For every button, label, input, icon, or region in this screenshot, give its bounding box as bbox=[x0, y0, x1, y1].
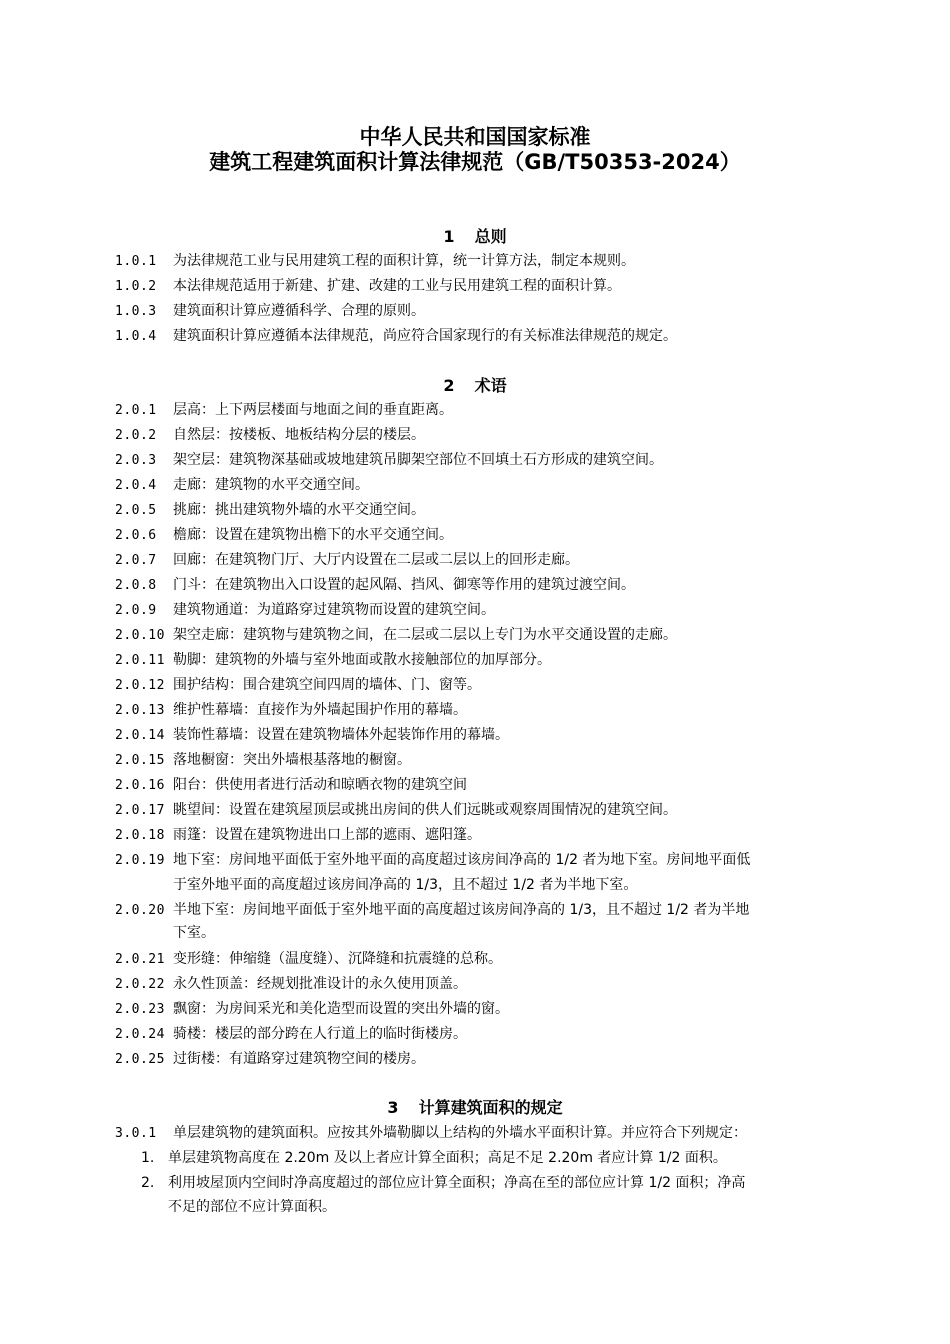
clause-text: 飘窗：为房间采光和美化造型而设置的突出外墙的窗。 bbox=[173, 1001, 509, 1017]
clause-code: 2.0.24 bbox=[115, 1027, 165, 1042]
list-item-text: 利用坡屋顶内空间时净高度超过的部位应计算全面积；净高在至的部位应计算 1/2 面积；净高 bbox=[168, 1175, 746, 1191]
clause-text: 装饰性幕墙：设置在建筑物墙体外起装饰作用的幕墙。 bbox=[173, 727, 509, 743]
clause-code: 2.0.5 bbox=[115, 503, 157, 518]
clause-code: 2.0.23 bbox=[115, 1002, 165, 1017]
clause-code: 2.0.16 bbox=[115, 778, 165, 793]
list-item-number: 1. bbox=[141, 1150, 155, 1166]
clause-text: 变形缝：伸缩缝（温度缝）、沉降缝和抗震缝的总称。 bbox=[173, 951, 502, 967]
document-title-line1: 中华人民共和国国家标准 bbox=[359, 125, 591, 149]
clause-code: 2.0.6 bbox=[115, 528, 157, 543]
clause-code: 2.0.3 bbox=[115, 453, 157, 468]
clause-code: 2.0.13 bbox=[115, 703, 165, 718]
clause-text: 单层建筑物的建筑面积。应按其外墙勒脚以上结构的外墙水平面积计算。并应符合下列规定： bbox=[173, 1125, 747, 1141]
clause-code: 2.0.18 bbox=[115, 828, 165, 843]
clause-text: 层高：上下两层楼面与地面之间的垂直距离。 bbox=[173, 402, 453, 418]
clause-code: 2.0.4 bbox=[115, 478, 157, 493]
clause-text: 阳台：供使用者进行活动和晾晒衣物的建筑空间 bbox=[173, 777, 467, 793]
clause-code: 2.0.11 bbox=[115, 653, 165, 668]
clause-text: 骑楼：楼层的部分跨在人行道上的临时街楼房。 bbox=[173, 1026, 467, 1042]
clause-text: 回廊：在建筑物门厅、大厅内设置在二层或二层以上的回形走廊。 bbox=[173, 552, 579, 568]
clause-code: 2.0.10 bbox=[115, 628, 165, 643]
clause-text: 落地橱窗：突出外墙根基落地的橱窗。 bbox=[173, 752, 411, 768]
clause-text: 门斗：在建筑物出入口设置的起风隔、挡风、御寒等作用的建筑过渡空间。 bbox=[173, 577, 635, 593]
clause-code: 2.0.14 bbox=[115, 728, 165, 743]
clause-code: 2.0.25 bbox=[115, 1052, 165, 1067]
clause-text: 自然层：按楼板、地板结构分层的楼层。 bbox=[173, 427, 425, 443]
clause-text: 为法律规范工业与民用建筑工程的面积计算，统一计算方法，制定本规则。 bbox=[173, 253, 635, 269]
clause-code: 2.0.7 bbox=[115, 553, 157, 568]
clause-code: 2.0.12 bbox=[115, 678, 165, 693]
clause-text: 架空层：建筑物深基础或坡地建筑吊脚架空部位不回填土石方形成的建筑空间。 bbox=[173, 452, 663, 468]
clause-code: 1.0.1 bbox=[115, 254, 157, 269]
clause-text: 建筑面积计算应遵循本法律规范，尚应符合国家现行的有关标准法律规范的规定。 bbox=[173, 328, 677, 344]
section-heading-1 bbox=[0, 226, 950, 248]
clause-continuation: 于室外地平面的高度超过该房间净高的 1/3，且不超过 1/2 者为半地下室。 bbox=[173, 877, 638, 893]
clause-text: 檐廊：设置在建筑物出檐下的水平交通空间。 bbox=[173, 527, 453, 543]
clause-text: 围护结构：围合建筑空间四周的墙体、门、窗等。 bbox=[173, 677, 481, 693]
clause-code: 2.0.2 bbox=[115, 428, 157, 443]
list-item-continuation: 不足的部位不应计算面积。 bbox=[168, 1199, 336, 1215]
section-title: 计算建筑面积的规定 bbox=[418, 1098, 563, 1117]
list-item-text: 单层建筑物高度在 2.20m 及以上者应计算全面积；高足不足 2.20m 者应计算 1/2 面积。 bbox=[168, 1150, 727, 1166]
clause-code: 2.0.19 bbox=[115, 853, 165, 868]
clause-text: 半地下室：房间地平面低于室外地平面的高度超过该房间净高的 1/3，且不超过 1/2 者为半地 bbox=[173, 902, 750, 918]
clause-text: 永久性顶盖：经规划批准设计的永久使用顶盖。 bbox=[173, 976, 467, 992]
clause-code: 1.0.2 bbox=[115, 279, 157, 294]
clause-text: 本法律规范适用于新建、扩建、改建的工业与民用建筑工程的面积计算。 bbox=[173, 278, 621, 294]
clause-text: 过街楼：有道路穿过建筑物空间的楼房。 bbox=[173, 1051, 425, 1067]
clause-code: 2.0.9 bbox=[115, 603, 157, 618]
section-number: 2 bbox=[443, 376, 455, 395]
clause-code: 2.0.8 bbox=[115, 578, 157, 593]
list-item-number: 2. bbox=[141, 1175, 155, 1191]
clause-code: 2.0.15 bbox=[115, 753, 165, 768]
document-title-line2: 建筑工程建筑面积计算法律规范（GB/T50353-2024） bbox=[209, 150, 741, 174]
clause-code: 1.0.3 bbox=[115, 304, 157, 319]
clause-continuation: 下室。 bbox=[173, 925, 215, 941]
section-title: 总则 bbox=[474, 227, 507, 246]
section-heading-2 bbox=[0, 375, 950, 397]
clause-code: 2.0.21 bbox=[115, 952, 165, 967]
clause-text: 建筑面积计算应遵循科学、合理的原则。 bbox=[173, 303, 425, 319]
clause-text: 维护性幕墙：直接作为外墙起围护作用的幕墙。 bbox=[173, 702, 467, 718]
clause-code: 2.0.1 bbox=[115, 403, 157, 418]
clause-code: 3.0.1 bbox=[115, 1126, 157, 1141]
clause-text: 挑廊：挑出建筑物外墙的水平交通空间。 bbox=[173, 502, 425, 518]
section-number: 3 bbox=[387, 1098, 399, 1117]
section-title: 术语 bbox=[474, 376, 507, 395]
clause-text: 建筑物通道：为道路穿过建筑物而设置的建筑空间。 bbox=[173, 602, 495, 618]
section-heading-3 bbox=[0, 1097, 950, 1119]
section-number: 1 bbox=[443, 227, 455, 246]
clause-text: 地下室：房间地平面低于室外地平面的高度超过该房间净高的 1/2 者为地下室。房间地平面低 bbox=[173, 852, 751, 868]
clause-code: 2.0.20 bbox=[115, 903, 165, 918]
clause-text: 架空走廊：建筑物与建筑物之间，在二层或二层以上专门为水平交通设置的走廊。 bbox=[173, 627, 677, 643]
clause-code: 2.0.17 bbox=[115, 803, 165, 818]
clause-text: 眺望间：设置在建筑屋顶层或挑出房间的供人们远眺或观察周围情况的建筑空间。 bbox=[173, 802, 677, 818]
clause-code: 1.0.4 bbox=[115, 329, 157, 344]
clause-code: 2.0.22 bbox=[115, 977, 165, 992]
clause-text: 勒脚：建筑物的外墙与室外地面或散水接触部位的加厚部分。 bbox=[173, 652, 551, 668]
clause-text: 走廊：建筑物的水平交通空间。 bbox=[173, 477, 369, 493]
clause-text: 雨篷：设置在建筑物进出口上部的遮雨、遮阳篷。 bbox=[173, 827, 481, 843]
